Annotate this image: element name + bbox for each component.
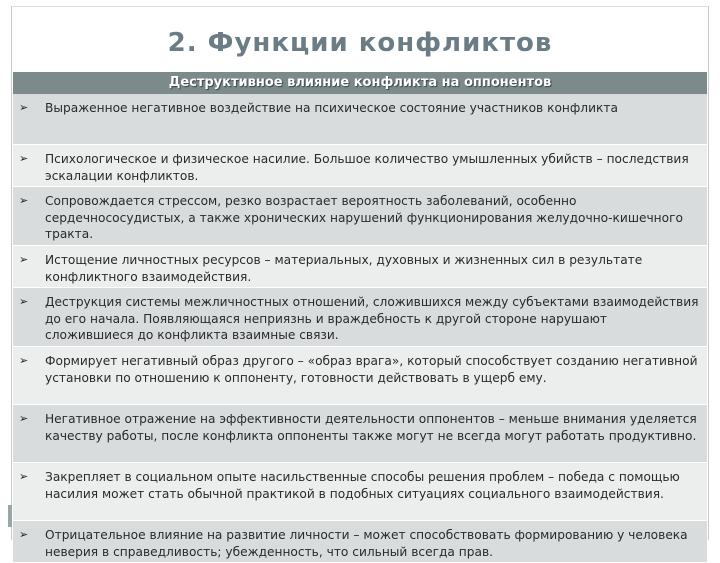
table-header: Деструктивное влияние конфликта на оппонентов [13, 72, 707, 94]
list-item-text: Истощение личностных ресурсов – материальных, духовных и жизненных сил в результате конфликтного взаимодействия. [45, 253, 643, 284]
arrow-bullet-icon: ➢ [19, 253, 29, 266]
list-item-text: Сопровождается стрессом, резко возрастает вероятность заболеваний, особенно сердечнососудистых, а также хронических нарушений функционирования желудочно-кишечного тракта. [45, 194, 683, 242]
list-item-text: Отрицательное влияние на развитие личности – может способствовать формированию у человека неверия в справедливость; убежденность, что сильный всегда прав. [45, 528, 688, 559]
arrow-bullet-icon: ➢ [19, 412, 29, 425]
arrow-bullet-icon: ➢ [19, 194, 29, 207]
list-item [13, 288, 707, 347]
list-item [13, 521, 707, 563]
arrow-bullet-icon: ➢ [19, 354, 29, 367]
list-item-text: Закрепляет в социальном опыте насильственные способы решения проблем – победа с помощью насилия может стать обычной практикой в подобных ситуациях социального взаимодействия. [45, 470, 680, 501]
left-accent-bar [8, 505, 12, 527]
list-item-text: Психологическое и физическое насилие. Большое количество умышленных убийств – последствия эскалации конфликтов. [45, 152, 689, 183]
arrow-bullet-icon: ➢ [19, 528, 29, 541]
list-item-text: Негативное отражение на эффективности деятельности оппонентов – меньше внимания уделяется качеству работы, после конфликта оппоненты также могут не всегда могут работать продуктивно. [45, 412, 697, 443]
list-item [13, 347, 707, 405]
arrow-bullet-icon: ➢ [19, 101, 29, 114]
list-item [13, 463, 707, 521]
list-item [13, 94, 707, 145]
list-item [13, 145, 707, 187]
content-table [13, 72, 707, 563]
list-item-text: Формирует негативный образ другого – «образ врага», который способствует созданию негативной установки по отношению к оппоненту, готовности действовать в ущерб ему. [45, 354, 698, 385]
arrow-bullet-icon: ➢ [19, 152, 29, 165]
list-item [13, 246, 707, 288]
list-item [13, 405, 707, 463]
list-item-text: Выраженное негативное воздействие на психическое состояние участников конфликта [45, 101, 618, 115]
arrow-bullet-icon: ➢ [19, 295, 29, 308]
slide-title: 2. Функции конфликтов [167, 28, 553, 58]
list-item-text: Деструкция системы межличностных отношений, сложившихся между субъектами взаимодействия до его начала. Появляющаяся неприязнь и враждебность к другой стороне нарушают сложившиеся до конфликта взаимные связи. [45, 295, 699, 343]
list-item [13, 187, 707, 246]
arrow-bullet-icon: ➢ [19, 470, 29, 483]
